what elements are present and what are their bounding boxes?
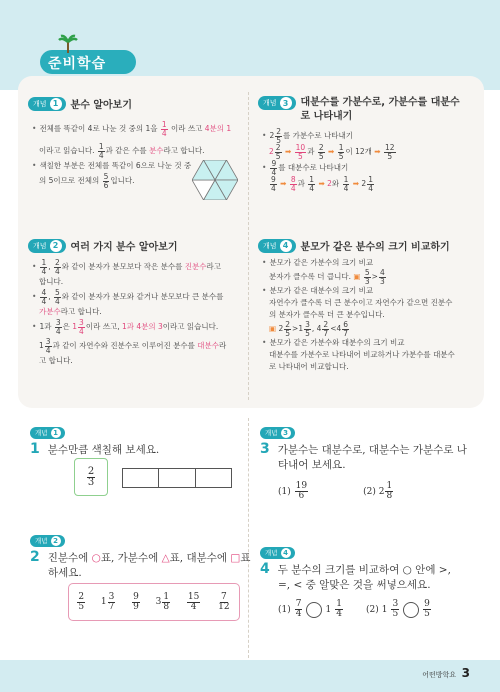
question-4: 개념 4 4 두 분수의 크기를 비교하여 ○ 안에 >, =, < 중 알맞은 것을 써넣으세요. (1) $\frac{7}{4}$ 1 $\frac{1}{4}$ (2) 1 $\frac{3}{5}$ $\frac{9}{5}$: [260, 548, 451, 619]
q2-fraction-list: [68, 583, 240, 621]
concept-badge: 개념 2: [28, 239, 66, 253]
header-title: 준비학습: [48, 56, 107, 72]
concept-badge: 개념 4: [258, 239, 296, 253]
q2-fraction-item[interactable]: $\frac{9}{9}$: [133, 591, 139, 612]
concept-title: 분수 알아보기: [70, 100, 132, 111]
q2-fraction-item[interactable]: 1 $\frac{3}{7}$: [100, 591, 115, 612]
concept-2: 개념 2 여러 가지 분수 알아보기 • $\frac{1}{4}$ , $\frac{2}{4}$ 와 같이 분자가 분모보다 작은 분수를 진분수라고 합니다. • $\frac{4}{4}$ , $\frac{5}{4}$ 와 같이 분자가 분모와 같거나 분모보다 큰 분수를 가분수라고 합니다. • 1과 $\frac{3}{4}$ 은 1 $\frac{3}{4}$ 이라 쓰고, 1과 4분의 3이라고 읽습니다. 1 $\frac{3}{4}$ 과 같이 자연수와 진분수로 이루어진 분수를 대분수라 고 합니다.: [28, 238, 243, 368]
concept-badge: 개념 3: [258, 96, 296, 110]
q1-fraction-box: $\frac{2}{3}$: [74, 458, 108, 496]
hexagon-figure: [192, 160, 238, 204]
card-divider: [248, 92, 249, 400]
page-number: 3: [461, 666, 470, 680]
q2-fraction-item[interactable]: $\frac{15}{4}$: [187, 591, 200, 612]
question-1: 개념 1 1 분수만큼 색칠해 보세요.: [30, 428, 160, 457]
compare-circle[interactable]: [306, 602, 322, 618]
concept-title: 여러 가지 분수 알아보기: [70, 242, 178, 253]
question-3: 개념 3 3 가분수는 대분수로, 대분수는 가분수로 나 타내어 보세요. (1) $\frac{19}{6}$ (2) 2 $\frac{1}{8}$: [260, 428, 467, 501]
q2-fraction-item[interactable]: $\frac{7}{12}$: [218, 591, 230, 612]
q1-bar[interactable]: [122, 468, 232, 488]
concept-3: 개념 3 대분수를 가분수로, 가분수를 대분수 로 나타내기 • 2 $\frac{2}{5}$ 를 가분수로 나타내기 2 $\frac{2}{5}$ ➡ $\frac{10}{5}$ 과 $\frac{2}{5}$ ➡ $\frac{1}{5}$ 이 12개 ➡ $\frac{12}{5}$ • $\frac{9}{4}$ 를 대분수로 나타내기 $\frac{9}{4}$ ➡ $\frac{8}{4}$ 과 $\frac{1}{4}$ ➡ 2와 $\frac{1}{4}$ ➡ 2 $\frac{1}{4}$: [258, 96, 478, 192]
concept-badge: 개념 1: [28, 97, 66, 111]
compare-circle[interactable]: [403, 602, 419, 618]
palm-icon: [58, 34, 78, 54]
concept-4: 개념 4 분모가 같은 분수의 크기 비교하기 • 분모가 같은 가분수의 크기 비교 분자가 클수록 더 큽니다. ▣ $\frac{5}{3}$ > $\frac{4}{3}$ • 분모가 같은 대분수의 크기 비교 자연수가 클수록 더 큰 분수이고 자연수가 같으면 진분수 의 분자가 클수록 더 큰 분수입니다. ▣ 2 $\frac{2}{5}$ >1 $\frac{3}{5}$ , 4 $\frac{2}{7}$ <4 $\frac{6}{7}$ • 분모가 같은 가분수와 대분수의 크기 비교 대분수를 가분수로 나타내어 비교하거나 가분수를 대분수 로 나타내어 비교합니다.: [258, 238, 480, 373]
concept-1: 개념 1 분수 알아보기 • 전체를 똑같이 4로 나눈 것 중의 1을 $\frac{1}{4}$ 이라 쓰고 4분의 1 이라고 읽습니다. $\frac{1}{4}$ 과 같은 수를 분수라고 합니다. • 색칠한 부분은 전체를 똑같이 6으로 나눈 것 중 의 5이므로 전체의 $\frac{5}{6}$ 입니다.: [28, 96, 243, 189]
footer-label: 어떤방학요: [422, 671, 456, 679]
question-2: 개념 2 2 진분수에 ○표, 가분수에 △표, 대분수에 □표 하세요.: [30, 536, 251, 579]
concept-title: 분모가 같은 분수의 크기 비교하기: [300, 242, 450, 253]
q2-fraction-item[interactable]: 3 $\frac{1}{8}$: [155, 591, 170, 612]
q2-fraction-item[interactable]: $\frac{2}{5}$: [78, 591, 85, 612]
